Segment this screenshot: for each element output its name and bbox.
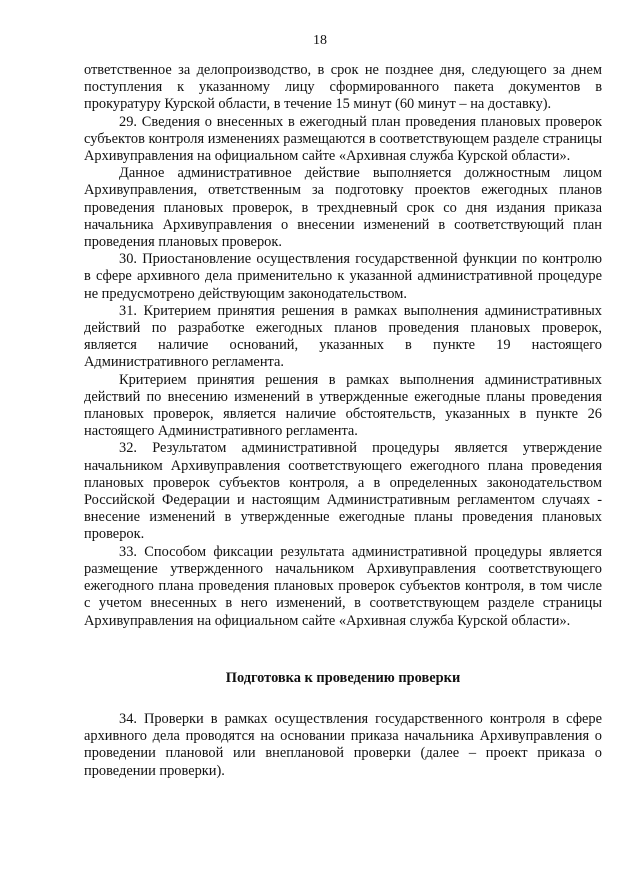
paragraph-31-detail: Критерием принятия решения в рамках выполнения административных действий по внесению изменений в утвержденные ежегодные планы проведения плановых проверок, является наличие обстоятельств, указанных в пункте 26 настоящего Административного регламента. [84, 371, 602, 440]
paragraph-32: 32. Результатом административной процедуры является утверждение начальником Архивуправления соответствующего ежегодного плана проведения плановых проверок субъектов контроля, а в определенных законодательством Российской Федерации и настоящим Административным регламентом случаях - внесение изменений в утвержденные ежегодные планы проведения плановых проверок. [84, 440, 602, 543]
document-body [84, 62, 602, 780]
paragraph-31: 31. Критерием принятия решения в рамках выполнения административных действий по разработке ежегодных планов проведения плановых проверок, является наличие оснований, указанных в пункте 19 настоящего Административного регламента. [84, 302, 602, 371]
paragraph-34: 34. Проверки в рамках осуществления государственного контроля в сфере архивного дела проводятся на основании приказа начальника Архивуправления о проведении плановой или внеплановой проверки (далее – проект приказа о проведении проверки). [84, 710, 602, 779]
paragraph-33: 33. Способом фиксации результата административной процедуры является размещение утвержденного начальником Архивуправления соответствующего ежегодного плана проведения плановых проверок субъектов контроля, в том числе с учетом внесенных в него изменений, в соответствующем разделе страницы Архивуправления на официальном сайте «Архивная служба Курской области». [84, 543, 602, 629]
paragraph-continuation: ответственное за делопроизводство, в срок не позднее дня, следующего за днем поступления к указанному лицу сформированного пакета документов в прокуратуру Курской области, в течение 15 минут (60 минут – на доставку). [84, 62, 602, 113]
section-heading: Подготовка к проведению проверки [225, 669, 461, 686]
paragraph-29: 29. Сведения о внесенных в ежегодный план проведения плановых проверок субъектов контроля изменениях размещаются в соответствующем разделе страницы Архивуправления на официальном сайте «Архивная служба Курской области». [84, 113, 602, 165]
paragraph-29-detail: Данное административное действие выполняется должностным лицом Архивуправления, ответственным за подготовку проектов ежегодных планов проведения плановых проверок, в трехдневный срок со дня издания приказа начальника Архивуправления о внесении изменений в соответствующий план проведения плановых проверок. [84, 165, 602, 251]
page-number: 18 [313, 33, 327, 48]
paragraph-30: 30. Приостановление осуществления государственной функции по контролю в сфере архивного дела применительно к указанной административной процедуре не предусмотрено действующим законодательством. [84, 251, 602, 302]
